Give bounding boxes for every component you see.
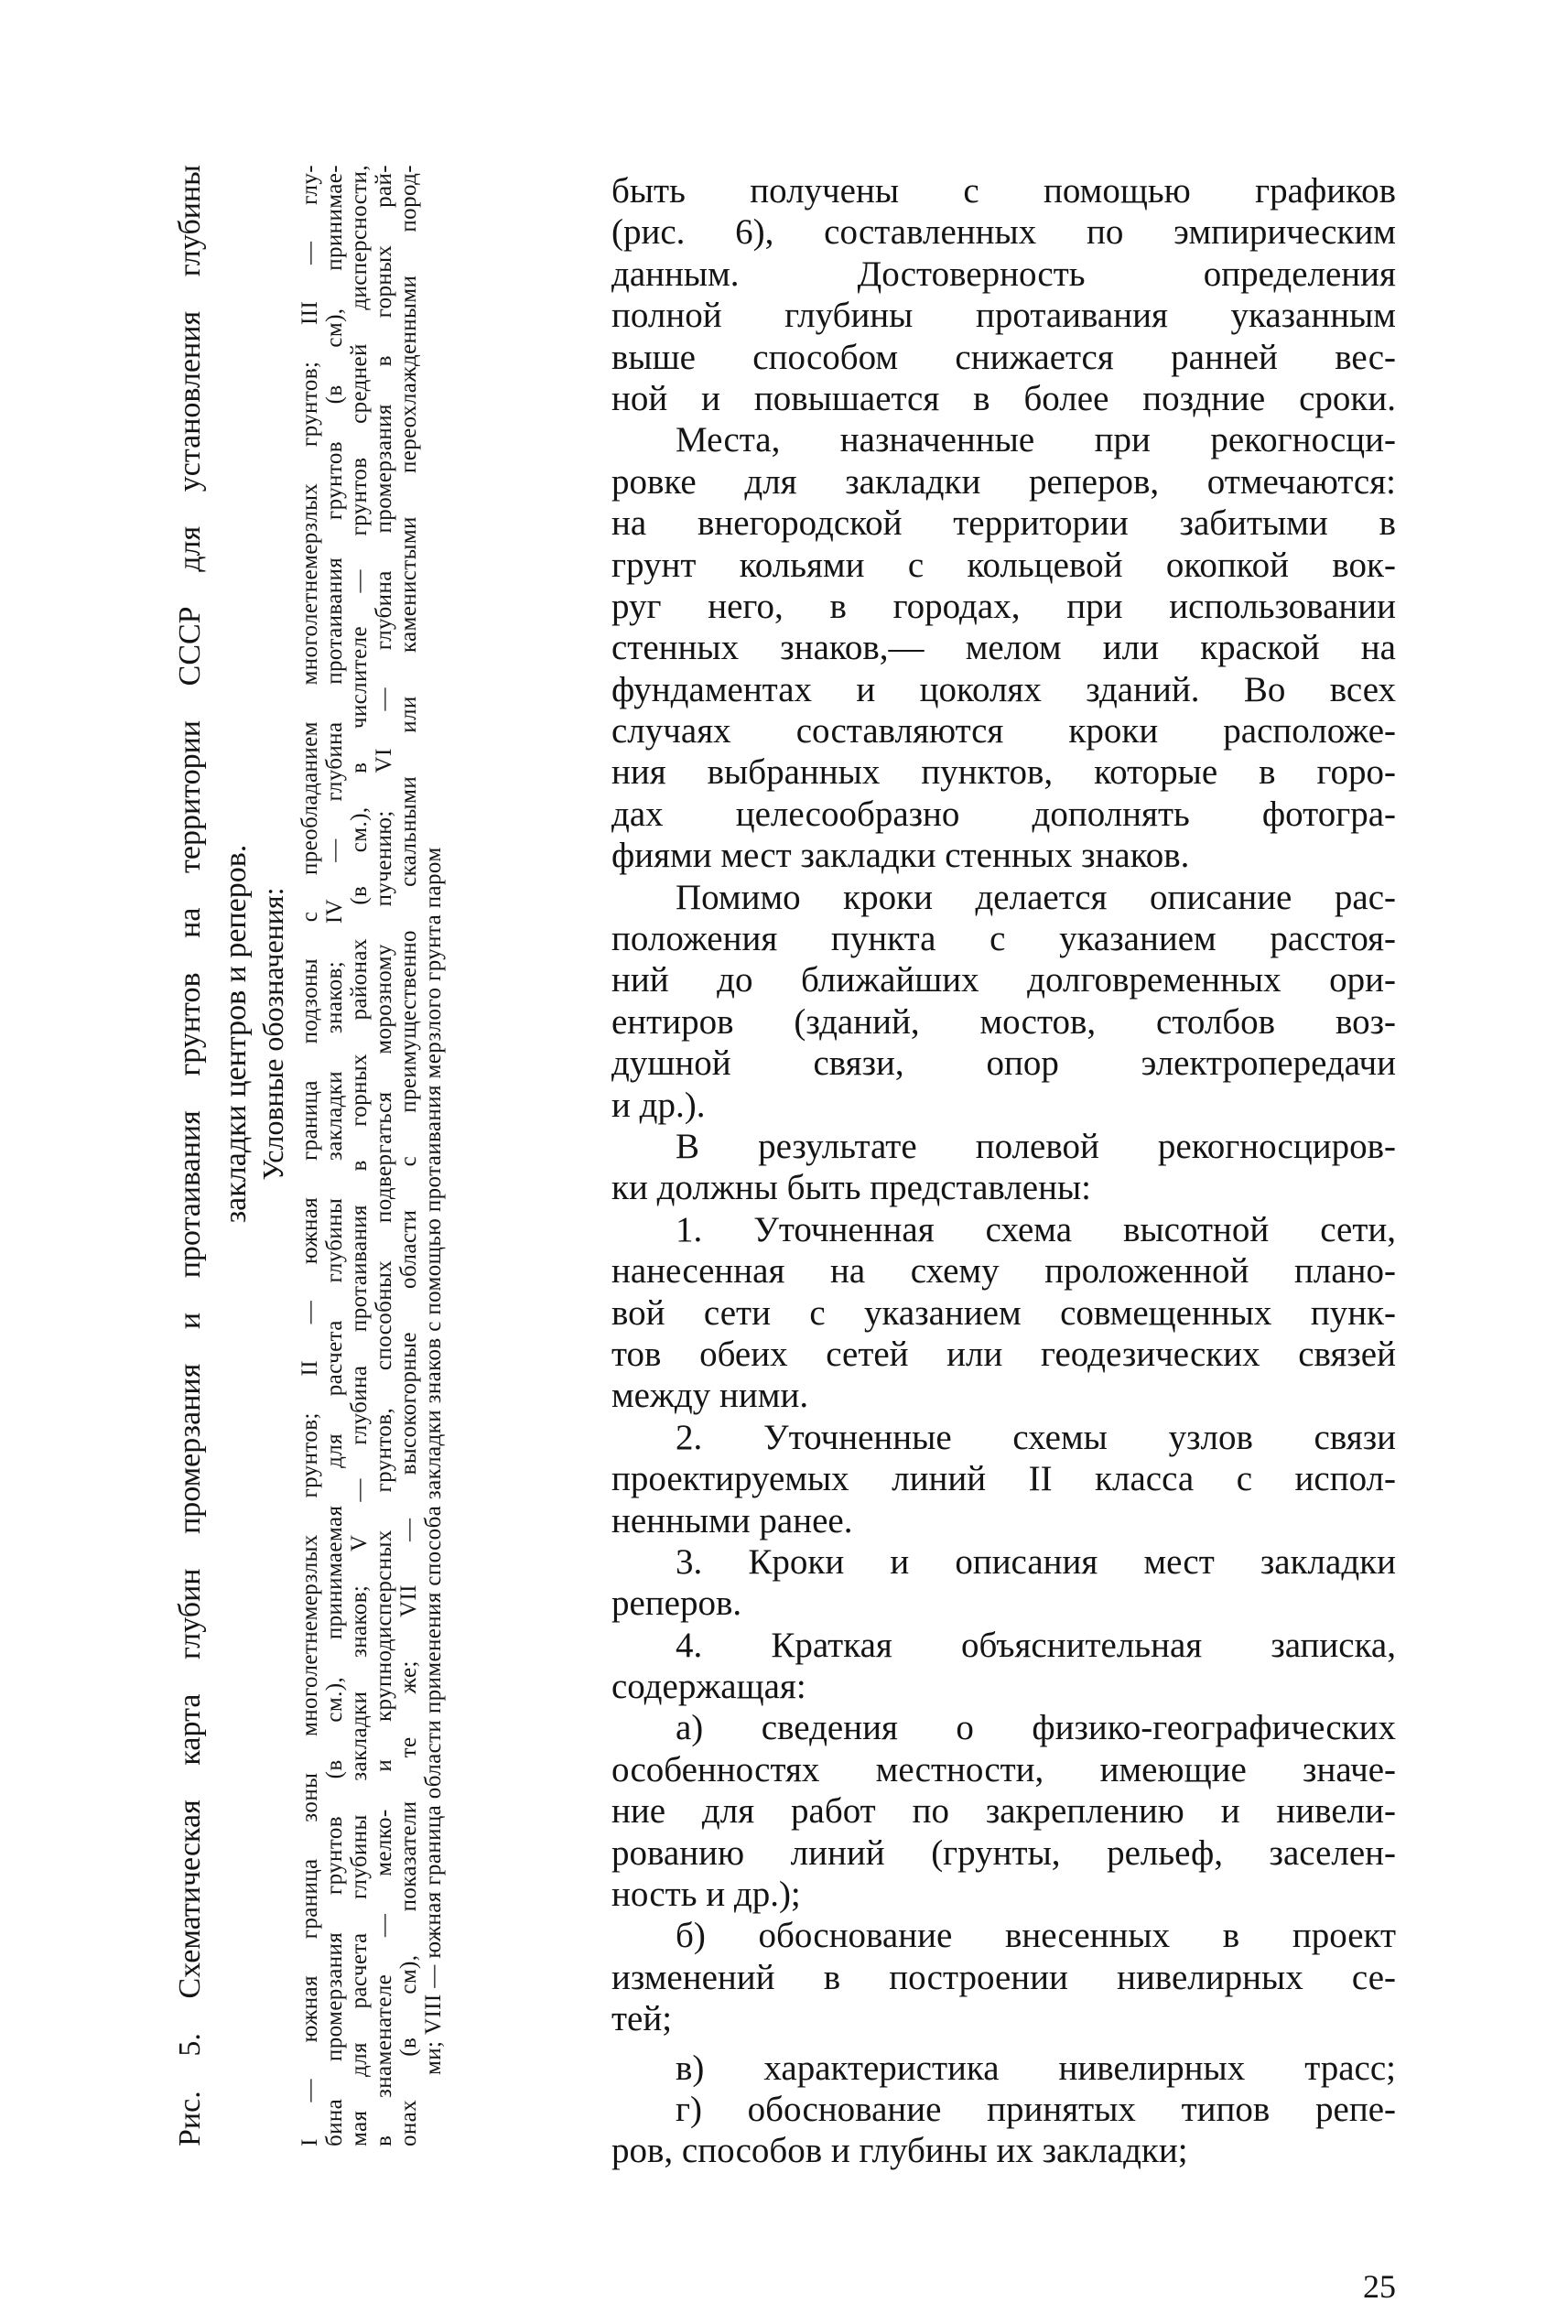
text-line: Помимо кроки делается описание рас- [676, 877, 1396, 917]
text-line: 2. Уточненные схемы узлов связи [676, 1417, 1396, 1457]
legend-text [297, 165, 446, 2146]
text-line: руг него, в городах, при использовании [611, 586, 1396, 626]
text-line: (рис. 6), составленных по эмпирическим [611, 212, 1396, 253]
legend-line: онах (в см), показатели те же; VII — высокогорные области с преимущественно скальными или каменистыми переохлажденными пород- [396, 165, 421, 2146]
text-line: быть получены с помощью графиков [611, 171, 1396, 211]
legend-heading: Условные обозначения: [256, 887, 289, 1181]
text-line: тей; [611, 1999, 673, 2039]
text-line: ние для работ по закреплению и нивели- [611, 1791, 1396, 1832]
figure-caption-rotated [171, 165, 449, 2146]
text-line: 4. Краткая объяснительная записка, [676, 1625, 1396, 1665]
text-line: содержащая: [611, 1667, 806, 1707]
text-line: данным. Достоверность определения [611, 254, 1396, 294]
text-line: тов обеих сетей или геодезических связей [611, 1334, 1396, 1374]
text-line: фиями мест закладки стенных знаков. [611, 836, 1190, 876]
text-line: между ними. [611, 1376, 809, 1416]
figure-caption [171, 165, 449, 2146]
text-line: ность и др.); [611, 1875, 801, 1915]
text-line: дах целесообразно дополнять фотогра- [611, 794, 1396, 834]
figure-title-line-2: закладки центров и реперов. [219, 844, 253, 1224]
text-line: положения пункта с указанием расстоя- [611, 919, 1396, 959]
text-line: рованию линий (грунты, рельеф, заселен- [611, 1832, 1396, 1873]
text-line: ровке для закладки реперов, отмечаются: [611, 461, 1396, 502]
text-line: изменений в построении нивелирных се- [611, 1957, 1396, 1997]
text-line: Места, назначенные при рекогносци- [676, 420, 1396, 460]
text-line: а) сведения о физико-географических [676, 1708, 1396, 1748]
text-line: в) характеристика нивелирных трасс; [676, 2048, 1396, 2088]
text-line: б) обоснование внесенных в проект [676, 1916, 1396, 1956]
text-line: ной и повышается в более поздние сроки. [611, 378, 1396, 418]
text-line: ненными ранее. [611, 1500, 853, 1540]
text-line: выше способом снижается ранней вес- [611, 337, 1396, 377]
legend-line: I — южная граница зоны многолетнемерзлых грунтов; II — южная граница подзоны с преобладанием многолетнемерзлых грунтов; III — глу- [297, 165, 322, 2146]
legend-line: в знаменателе — мелко- и крупнодисперсных грунтов, способных подвергаться морозному пучению; VI — глубина промерзания в горных рай- [372, 165, 396, 2146]
text-line: ентиров (зданий, мостов, столбов воз- [611, 1001, 1396, 1042]
legend-line: мая для расчета глубины закладки знаков; V — глубина протаивания в горных районах (в см.), в числителе — грунтов средней дисперсности, [347, 165, 372, 2146]
text-line: полной глубины протаивания указанным [611, 296, 1396, 336]
text-line: случаях составляются кроки расположе- [611, 711, 1396, 751]
text-line: вой сети с указанием совмещенных пунк- [611, 1292, 1396, 1333]
text-line: В результате полевой рекогносциров- [676, 1126, 1396, 1166]
text-line: и др.). [611, 1085, 706, 1125]
text-line: ний до ближайших долговременных ори- [611, 960, 1396, 1000]
text-line: г) обоснование принятых типов репе- [676, 2089, 1396, 2129]
legend-line: ми; VIII — южная граница области применения способа закладки знаков с помощью протаивания мерзлого грунта паром [421, 847, 446, 2075]
figure-title-line-1: Рис. 5. Схематическая карта глубин промерзания и протаивания грунтов на территории СССР для установления глубины [173, 165, 207, 2146]
page-number: 25 [1363, 2268, 1396, 2305]
text-line: грунт кольями с кольцевой окопкой вок- [611, 545, 1396, 585]
text-line: ния выбранных пунктов, которые в горо- [611, 752, 1396, 793]
text-line: ки должны быть представлены: [611, 1168, 1091, 1208]
text-line: душной связи, опор электропередачи [611, 1043, 1396, 1084]
text-line: фундаментах и цоколях зданий. Во всех [611, 669, 1396, 709]
text-line: реперов. [611, 1584, 742, 1624]
text-line: ров, способов и глубины их закладки; [611, 2131, 1188, 2171]
text-line: проектируемых линий II класса с испол- [611, 1459, 1396, 1499]
text-line: стенных знаков,— мелом или краской на [611, 628, 1396, 668]
body-text-column [611, 170, 1396, 2172]
legend-line: бина промерзания грунтов (в см.), принимаемая для расчета глубины закладки знаков; IV — глубина протаивания грунтов (в см), принимае- [322, 165, 347, 2146]
text-line: особенностях местности, имеющие значе- [611, 1749, 1396, 1789]
text-line: 3. Кроки и описания мест закладки [676, 1541, 1396, 1582]
text-line: нанесенная на схему проложенной плано- [611, 1251, 1396, 1292]
text-line: 1. Уточненная схема высотной сети, [676, 1209, 1396, 1249]
text-line: на внегородской территории забитыми в [611, 503, 1396, 544]
